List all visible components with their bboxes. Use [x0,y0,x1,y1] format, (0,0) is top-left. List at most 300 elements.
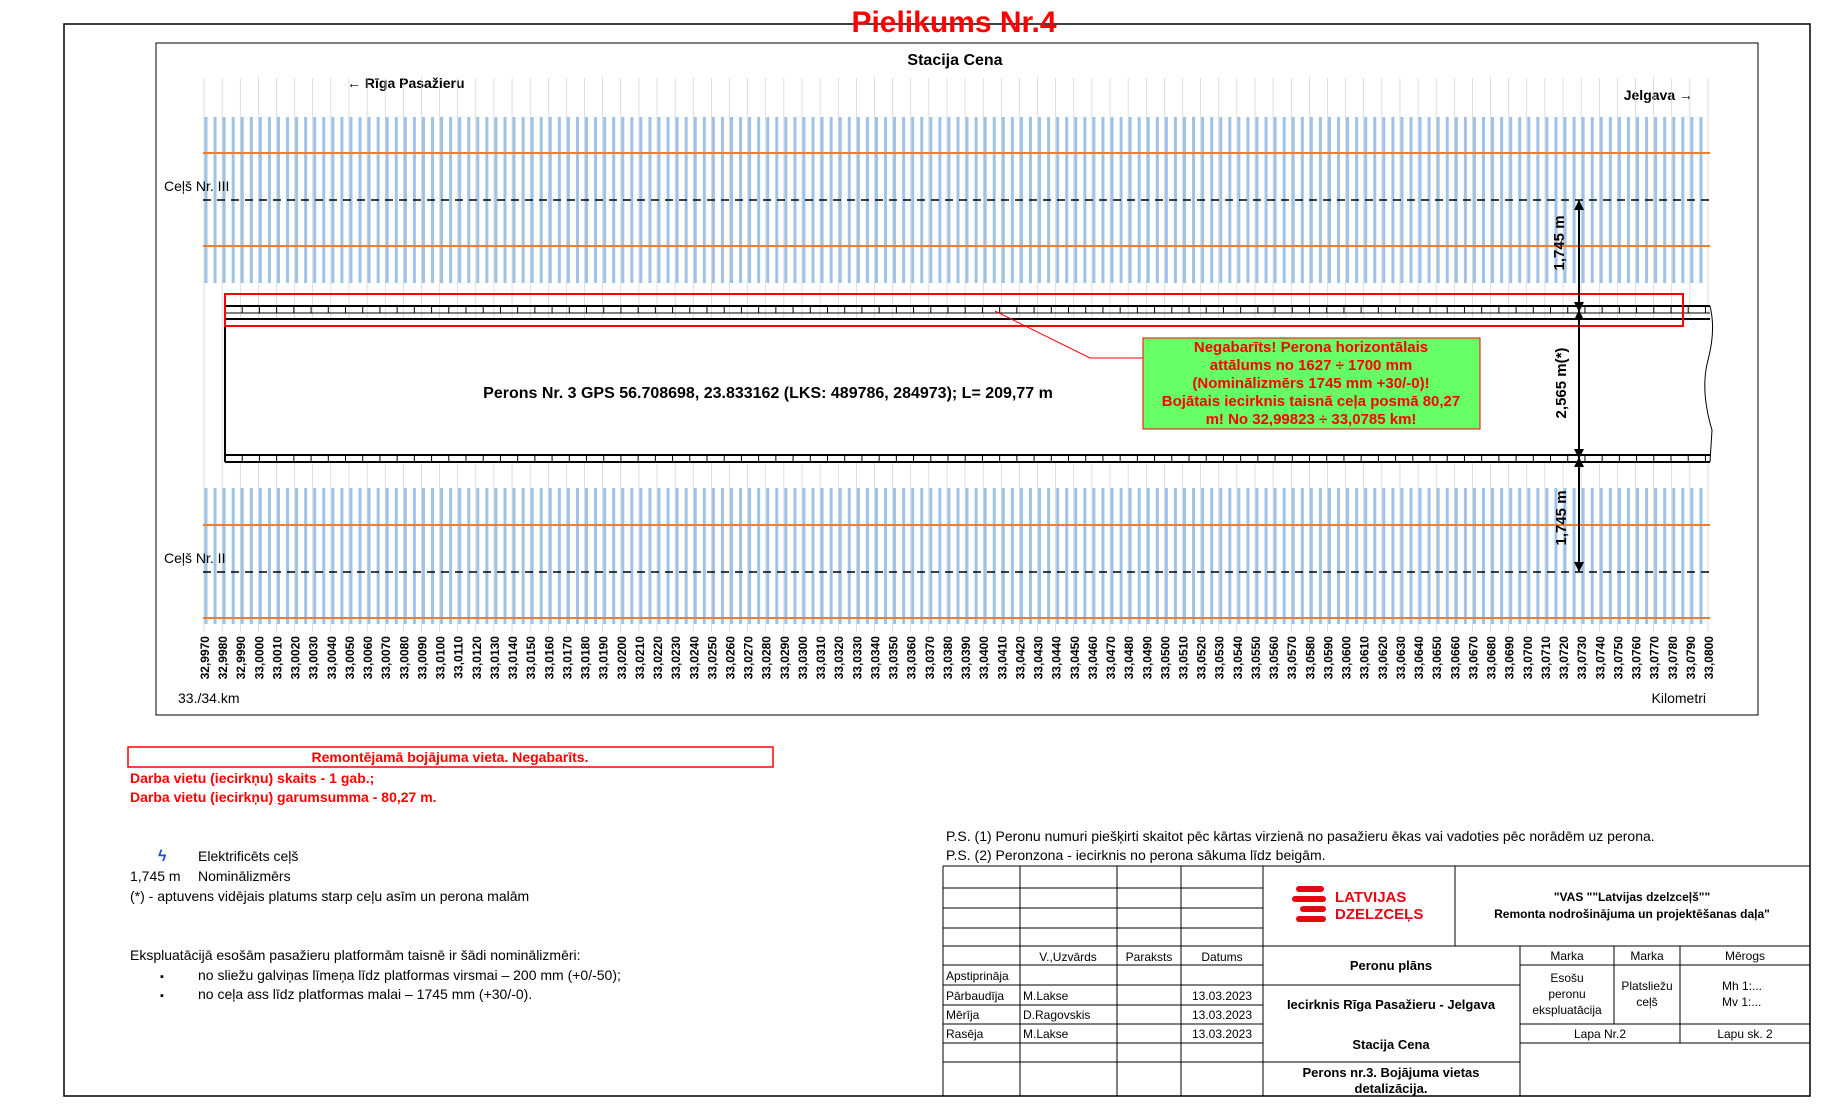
marka1-line-1: Esošu [1550,971,1584,985]
sleeper [793,488,796,624]
sleeper [721,488,724,624]
ps-note-2: P.S. (2) Peronzona - iecirknis no perona sākuma līdz beigām. [946,847,1326,863]
sleeper [214,117,217,283]
sleeper [730,488,733,624]
sleeper [748,488,751,624]
sleeper [1582,488,1585,624]
sleeper [232,488,235,624]
marka2-line-1: Platsliežu [1621,979,1673,993]
sleeper [1165,488,1168,624]
km-tick-label: 33,0760 [1629,636,1644,680]
sleeper [1074,488,1077,624]
sleeper [286,488,289,624]
sleeper [1283,488,1286,624]
sleeper [694,488,697,624]
sleeper [966,488,969,624]
km-tick-label: 33,0750 [1611,636,1626,680]
sleeper [1419,488,1422,624]
row-date: 13.03.2023 [1191,989,1253,1003]
col-sign-header: Paraksts [1125,950,1173,964]
sleeper [1038,488,1041,624]
km-tick-label: 33,0190 [596,636,611,680]
km-tick-label: 33,0240 [687,636,702,680]
logo-text-1: LATVIJAS [1335,889,1407,906]
sleeper [349,488,352,624]
sleeper [368,488,371,624]
sleeper [1346,117,1349,283]
km-tick-label: 33,0600 [1339,636,1354,680]
km-tick-label: 33,0370 [922,636,937,680]
sleeper [1319,117,1322,283]
sleeper [1609,488,1612,624]
sleeper [1373,117,1376,283]
sleeper [1011,117,1014,283]
sleeper [368,117,371,283]
sleeper [1065,488,1068,624]
platform-label: Perons Nr. 3 GPS 56.708698, 23.833162 (LKS: 489786, 284973); L= 209,77 m [483,385,1053,402]
sleeper [1274,488,1277,624]
sleeper [386,488,389,624]
col-name-header: V.,Uzvārds [1039,950,1097,964]
sleeper [322,488,325,624]
sleeper [1246,488,1249,624]
km-tick-label: 33,0040 [324,636,339,680]
sleeper [1174,488,1177,624]
km-tick-label: 33,0670 [1466,636,1481,680]
km-tick-label: 33,0330 [850,636,865,680]
sleeper [268,488,271,624]
km-tick-label: 33,0150 [524,636,539,680]
km-tick-label: 33,0700 [1520,636,1535,680]
dim-label-top: 1,745 m [1551,215,1568,271]
sleeper [1591,488,1594,624]
sleeper [1663,488,1666,624]
row-role: Apstiprināja [946,969,1009,983]
sleeper [585,488,588,624]
sleeper [359,488,362,624]
scale-vertical: Mv 1:... [1722,995,1762,1009]
row-name: D.Ragovskis [1023,1008,1091,1022]
sleeper [1437,488,1440,624]
note-line-5: m! No 32,99823 ÷ 33,0785 km! [1205,411,1417,428]
sleeper [576,488,579,624]
sleeper [549,488,552,624]
sleeper [1681,117,1684,283]
km-tick-label: 33,0020 [288,636,303,680]
note-line-4: Bojātais iecirknis taisnā ceļa posmā 80,27 [1161,393,1461,410]
note-line-2: attālums no 1627 ÷ 1700 mm [1209,357,1413,374]
sleeper [485,488,488,624]
sleeper [1364,488,1367,624]
km-tick-label: 33,0590 [1321,636,1336,680]
sleeper [1654,117,1657,283]
sleeper [1464,488,1467,624]
sleeper [703,117,706,283]
km-tick-labels [198,636,1716,680]
sleeper [739,488,742,624]
sleeper [1536,488,1539,624]
km-tick-label: 33,0270 [741,636,756,680]
sleeper [984,117,987,283]
sleeper [531,488,534,624]
km-tick-label: 32,9980 [216,636,231,680]
sleeper [676,117,679,283]
km-tick-label: 33,0120 [469,636,484,680]
km-tick-label: 33,0030 [306,636,321,680]
sleeper [1509,488,1512,624]
sleeper [1545,488,1548,624]
sleeper [1038,117,1041,283]
sleeper [1346,488,1349,624]
row-role: Rasēja [946,1027,984,1041]
sleeper [467,488,470,624]
merogs-label: Mērogs [1724,949,1766,963]
km-tick-label: 33,0520 [1194,636,1209,680]
sleeper [295,488,298,624]
row-role: Pārbaudīja [946,989,1005,1003]
dim-label-bottom: 1,745 m [1553,490,1570,546]
sleeper [830,488,833,624]
track-ii-sleepers [205,488,1703,624]
legend-length: Darba vietu (iecirkņu) garumsumma - 80,27 m. [130,789,437,805]
km-tick-label: 33,0260 [723,636,738,680]
km-tick-label: 33,0800 [1702,636,1716,680]
sleeper [1627,488,1630,624]
km-tick-label: 33,0110 [451,636,466,679]
sleeper [1101,488,1104,624]
sleeper [1391,488,1394,624]
km-tick-label: 33,0450 [1067,636,1082,680]
sleeper [540,488,543,624]
km-tick-label: 33,0170 [560,636,575,680]
sleeper [1129,488,1132,624]
km-label-right: Kilometri [1651,690,1706,706]
row-name: M.Lakse [1023,989,1069,1003]
sleeper [1527,488,1530,624]
org-line-1: "VAS ""Latvijas dzelzceļš"" [1553,890,1711,904]
km-tick-label: 33,0280 [759,636,774,680]
sleeper [830,117,833,283]
sleeper [259,488,262,624]
sleeper [449,488,452,624]
km-tick-label: 33,0060 [361,636,376,680]
sleeper [1147,488,1150,624]
sleeper [920,488,923,624]
sleeper [558,488,561,624]
legend-approx: (*) - aptuvens vidējais platums starp ceļu asīm un perona malām [130,888,530,904]
marka-label-2: Marka [1630,949,1664,963]
sleeper [857,488,860,624]
km-tick-label: 33,0380 [940,636,955,680]
page-title: Pielikums Nr.4 [851,6,1057,39]
sleeper [1201,488,1204,624]
logo-text-2: DZELZCEĻS [1335,906,1424,923]
km-tick-label: 33,0350 [886,636,901,680]
direction-right: Jelgava → [1623,87,1693,103]
sleeper [277,488,280,624]
row-date: 13.03.2023 [1191,1008,1253,1022]
sleeper [984,488,987,624]
km-tick-label: 33,0210 [632,636,647,680]
sleeper [621,488,624,624]
km-tick-label: 33,0550 [1248,636,1263,680]
sleeper [1355,488,1358,624]
sleeper [911,488,914,624]
sleeper [422,117,425,283]
km-tick-label: 33,0430 [1031,636,1046,680]
sleeper [1382,488,1385,624]
sleeper [884,117,887,283]
km-tick-label: 33,0690 [1502,636,1517,680]
sleeper [1029,488,1032,624]
km-tick-label: 33,0220 [651,636,666,680]
sleeper [1047,488,1050,624]
bullet-icon: ▪ [160,971,164,983]
sleeper [422,488,425,624]
marka-label-1: Marka [1550,949,1584,963]
km-tick-label: 33,0510 [1176,636,1191,680]
sleeper [630,488,633,624]
sleeper [340,488,343,624]
sleeper [1111,488,1114,624]
km-tick-label: 33,0490 [1140,636,1155,680]
sleeper [911,117,914,283]
km-tick-label: 33,0000 [252,636,267,680]
row-date: 13.03.2023 [1191,1027,1253,1041]
km-tick-label: 33,0320 [832,636,847,680]
sleeper [1627,117,1630,283]
damage-note-text [1162,339,1461,428]
legend-bullet-1: no sliežu galviņas līmeņa līdz platformas virsmai – 200 mm (+0/-50); [198,967,621,983]
km-tick-label: 33,0090 [415,636,430,680]
marka2-line-2: ceļš [1636,995,1658,1009]
km-tick-label: 33,0390 [959,636,974,680]
sleeper [1219,117,1222,283]
row-role: Mērīja [946,1008,980,1022]
km-tick-label: 33,0010 [270,636,285,680]
km-tick-label: 32,9970 [198,636,212,680]
sleeper [639,488,642,624]
plan-title: Peronu plāns [1349,958,1433,973]
km-tick-label: 33,0050 [342,636,357,680]
track-ii-label: Ceļš Nr. II [164,550,226,566]
sleeper [1672,488,1675,624]
sleeper [957,488,960,624]
sleeper [413,488,416,624]
sleeper [1573,488,1576,624]
sleeper [567,488,570,624]
sleeper [295,117,298,283]
km-tick-label: 33,0540 [1230,636,1245,680]
km-tick-label: 33,0070 [379,636,394,680]
km-tick-label: 33,0570 [1285,636,1300,680]
sleeper [1446,117,1449,283]
sleeper [1527,117,1530,283]
sleeper [1065,117,1068,283]
km-tick-label: 33,0080 [397,636,412,680]
km-tick-label: 33,0400 [977,636,992,680]
sleeper [685,488,688,624]
sleeper [313,488,316,624]
sleeper [1002,488,1005,624]
km-tick-label: 33,0780 [1665,636,1680,680]
legend-count: Darba vietu (iecirkņu) skaits - 1 gab.; [130,770,375,786]
legend-bullet-2: no ceļa ass līdz platformas malai – 1745 mm (+30/-0). [198,986,533,1002]
sleeper [658,488,661,624]
station-title: Stacija Cena [907,52,1003,69]
km-tick-label: 33,0650 [1430,636,1445,680]
legend-nominal-text: Nominālizmērs [198,868,291,884]
sleeper [1310,488,1313,624]
km-tick-label: 32,9990 [234,636,249,680]
sleeper [1681,488,1684,624]
sleeper [839,488,842,624]
sleeper [812,488,815,624]
sleeper [503,488,506,624]
sleeper [1056,488,1059,624]
km-tick-label: 33,0410 [995,636,1010,680]
note-line-3: (Nominālizmērs 1745 mm +30/-0)! [1192,375,1430,392]
track-iii-label: Ceļš Nr. III [164,178,230,194]
sleeper [1092,488,1095,624]
row-name: M.Lakse [1023,1027,1069,1041]
sleeper [975,488,978,624]
km-tick-label: 33,0630 [1393,636,1408,680]
col-date-header: Datums [1201,950,1243,964]
km-tick-label: 33,0770 [1647,636,1662,680]
km-tick-label: 33,0290 [777,636,792,680]
km-tick-label: 33,0230 [669,636,684,680]
sleeper [513,488,516,624]
sleeper [1210,488,1213,624]
detail-line-2: detalizācija. [1354,1081,1428,1096]
sleeper [522,117,525,283]
sleeper [476,488,479,624]
legend-damage-title: Remontējamā bojājuma vieta. Negabarīts. [311,749,589,765]
note-line-1: Negabarīts! Perona horizontālais [1193,339,1429,356]
sleeper [458,488,461,624]
sleeper [331,488,334,624]
sleeper [1455,488,1458,624]
legend-nominal-value: 1,745 m [130,868,181,884]
sleeper [775,488,778,624]
km-tick-label: 33,0790 [1683,636,1698,680]
sleeper [757,488,760,624]
km-label-left: 33./34.km [178,690,240,706]
sleeper [377,488,380,624]
km-tick-label: 33,0530 [1212,636,1227,680]
sleeper [241,488,244,624]
sleeper [1301,488,1304,624]
org-line-2: Remonta nodrošinājuma un projektēšanas daļa" [1494,907,1770,921]
sleeper [1500,117,1503,283]
sheet-count: Lapu sk. 2 [1717,1027,1773,1041]
sleeper [1156,488,1159,624]
sleeper [1373,488,1376,624]
sleeper [1428,488,1431,624]
km-tick-label: 33,0440 [1049,636,1064,680]
sleeper [1699,488,1702,624]
sleeper [875,488,878,624]
sleeper [676,488,679,624]
sleeper [947,488,950,624]
sleeper [603,117,606,283]
sleeper [1600,488,1603,624]
sleeper [1600,117,1603,283]
legend-expl-title: Ekspluatācijā esošām pasažieru platformām taisnē ir šādi nominālizmēri: [130,947,581,963]
sleeper [667,488,670,624]
km-tick-label: 33,0610 [1357,636,1372,680]
sleeper [766,488,769,624]
km-tick-label: 33,0480 [1122,636,1137,680]
sleeper [757,117,760,283]
sleeper [1192,488,1195,624]
sleeper [1654,488,1657,624]
km-tick-label: 33,0470 [1104,636,1119,680]
km-tick-label: 33,0460 [1085,636,1100,680]
km-tick-label: 33,0130 [487,636,502,680]
sleeper [404,488,407,624]
sleeper [1400,488,1403,624]
sleeper [703,488,706,624]
km-tick-label: 33,0580 [1303,636,1318,680]
sleeper [1011,488,1014,624]
dim-label-mid: 2,565 m(*) [1553,347,1570,419]
sleeper [884,488,887,624]
sleeper [1482,488,1485,624]
platform-3 [225,306,1713,462]
sleeper [1183,488,1186,624]
sleeper [784,488,787,624]
sleeper [1165,117,1168,283]
sleeper [1518,488,1521,624]
sleeper [1410,488,1413,624]
km-tick-label: 33,0660 [1448,636,1463,680]
legend-electrified: Elektrificēts ceļš [198,848,299,864]
sleeper [250,488,253,624]
sleeper [1636,488,1639,624]
ps-note-1: P.S. (1) Peronu numuri piešķirti skaitot pēc kārtas virzienā no pasažieru ēkas vai vadoties pēc norādēm uz perona. [946,828,1655,844]
sleeper [1500,488,1503,624]
electrified-icon: ϟ [158,848,167,865]
bullet-icon: ▪ [160,990,164,1002]
km-tick-label: 33,0740 [1593,636,1608,680]
sleeper [1083,488,1086,624]
km-tick-label: 33,0160 [542,636,557,680]
direction-left: ← Rīga Pasažieru [347,75,465,91]
sleeper [494,117,497,283]
sleeper [1120,488,1123,624]
km-tick-label: 33,0720 [1557,636,1572,680]
sleeper [304,488,307,624]
marka1-line-2: peronu [1548,987,1586,1001]
sleeper [1020,488,1023,624]
km-tick-label: 33,0420 [1013,636,1028,680]
sleeper [1645,488,1648,624]
detail-line-1: Perons nr.3. Bojājuma vietas [1302,1065,1480,1080]
sleeper [395,117,398,283]
sleeper [1292,488,1295,624]
km-tick-label: 33,0730 [1575,636,1590,680]
km-tick-label: 33,0680 [1484,636,1499,680]
km-tick-label: 33,0200 [614,636,629,680]
sleeper [431,488,434,624]
sleeper [1473,117,1476,283]
sleeper [1237,488,1240,624]
sleeper [1446,488,1449,624]
scale-horizontal: Mh 1:... [1722,979,1763,993]
sleeper [1337,488,1340,624]
